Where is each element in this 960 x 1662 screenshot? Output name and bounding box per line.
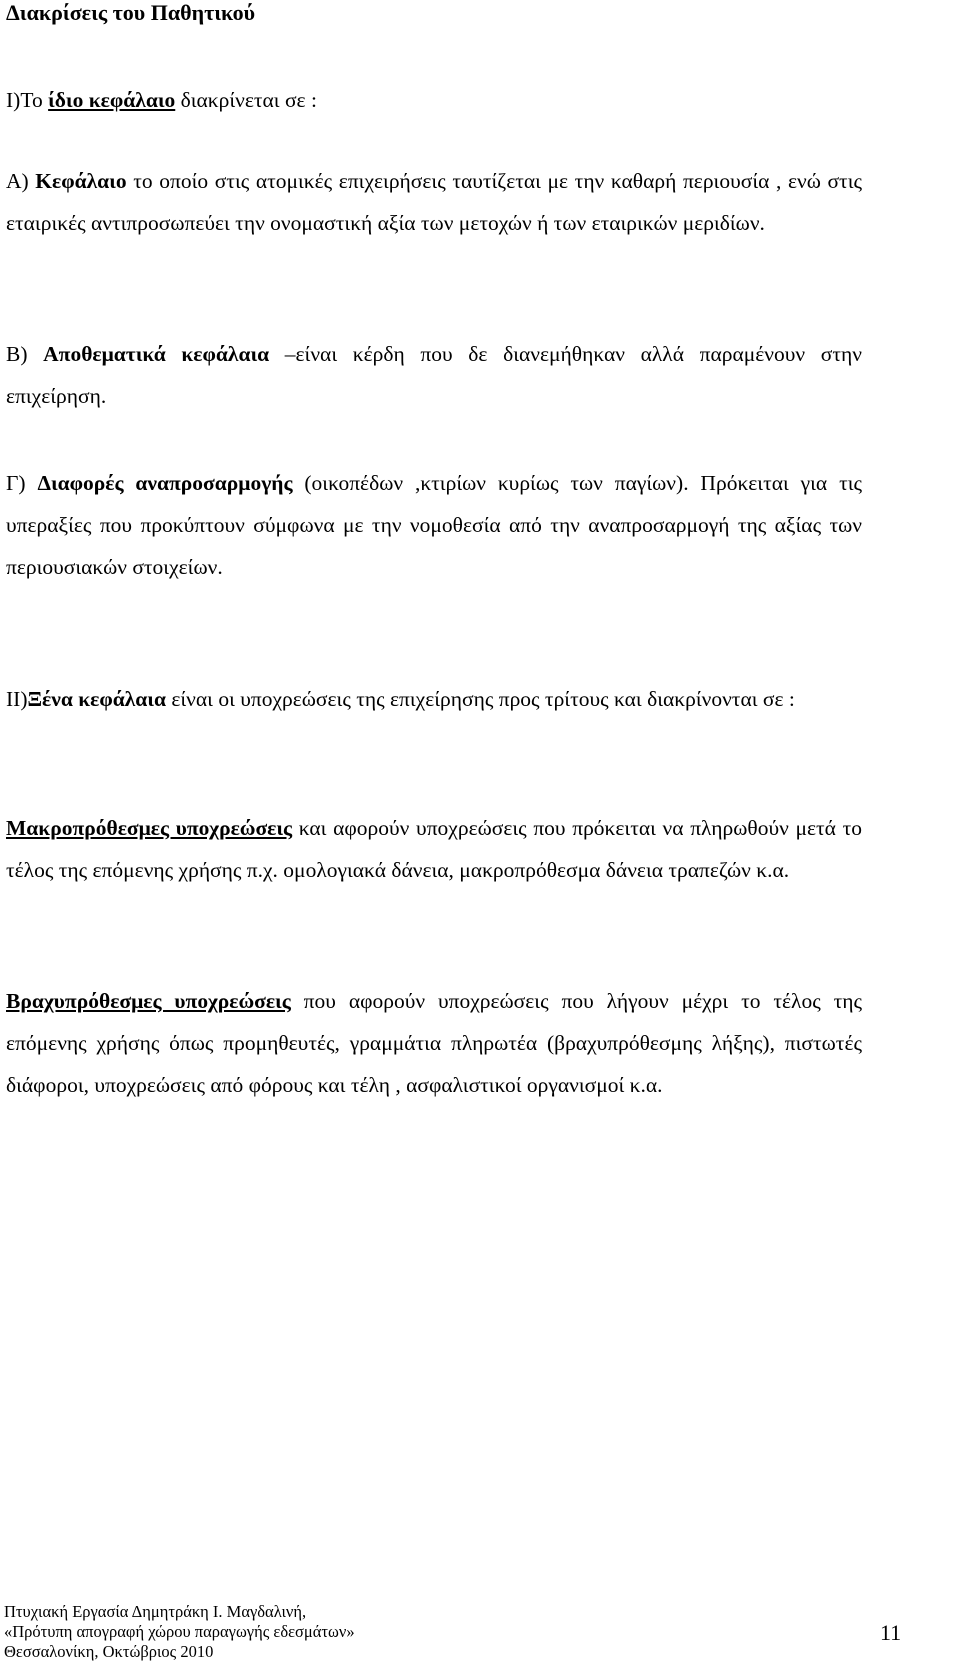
- footer-author: Πτυχιακή Εργασία Δημητράκη Ι. Μαγδαλινή,: [4, 1602, 307, 1621]
- section-own-capital-suffix: διακρίνεται σε :: [175, 88, 317, 112]
- item-c-revaluation: [6, 462, 862, 588]
- section-own-capital: [6, 79, 862, 121]
- item-c-text: (οικοπέδων ,κτιρίων κυρίως των παγίων). Πρόκειται για τις υπεραξίες που προκύπτουν σύμφωνα με την νομοθεσία από την αναπροσαρμογή της αξίας των περιουσιακών στοιχείων.: [6, 471, 863, 579]
- footer-thesis-title: «Πρότυπη απογραφή χώρου παραγωγής εδεσμάτων»: [4, 1622, 355, 1641]
- section-own-capital-prefix: I)Το: [6, 88, 49, 112]
- item-a-term: Κεφάλαιο: [35, 169, 127, 193]
- short-term-liabilities: [6, 980, 862, 1106]
- item-b-term: Αποθεματικά κεφάλαια: [43, 342, 270, 366]
- section-foreign-capital: [6, 678, 862, 720]
- short-term-term: Βραχυπρόθεσμες υποχρεώσεις: [6, 989, 291, 1013]
- footer-place-date: Θεσσαλονίκη, Οκτώβριος 2010: [4, 1642, 214, 1661]
- section-foreign-capital-prefix: II): [6, 687, 28, 711]
- long-term-liabilities: [6, 807, 862, 891]
- long-term-term: Μακροπρόθεσμες υποχρεώσεις: [6, 816, 293, 840]
- short-term-text: που αφορούν υποχρεώσεις που λήγουν μέχρι το τέλος της επόμενης χρήσης όπως προμηθευτές, γραμμάτια πληρωτέα (βραχυπρόθεσμης λήξης), πιστωτές διάφοροι, υποχρεώσεις από φόρους και τέλη , ασφαλιστικοί οργανισμοί κ.α.: [6, 989, 862, 1097]
- item-a-capital: [6, 160, 862, 244]
- own-capital-term: ίδιο κεφάλαιο: [48, 88, 176, 112]
- item-c-term: Διαφορές αναπροσαρμογής: [37, 471, 293, 495]
- page-footer: [4, 1602, 355, 1662]
- item-c-prefix: Γ): [6, 471, 38, 495]
- item-a-prefix: Α): [6, 169, 36, 193]
- section-foreign-capital-text: είναι οι υποχρεώσεις της επιχείρησης προς τρίτους και διακρίνονται σε :: [165, 687, 795, 711]
- item-b-text: –είναι κέρδη που δε διανεμήθηκαν αλλά παραμένουν στην επιχείρηση.: [6, 342, 862, 408]
- long-term-text: και αφορούν υποχρεώσεις που πρόκειται να πληρωθούν μετά το τέλος της επόμενης χρήσης π.χ. ομολογιακά δάνεια, μακροπρόθεσμα δάνεια τραπεζών κ.α.: [6, 816, 862, 882]
- item-b-prefix: Β): [6, 342, 44, 366]
- page-heading: Διακρίσεις του Παθητικού: [6, 0, 256, 25]
- page-number: 11: [880, 1620, 902, 1645]
- foreign-capital-term: Ξένα κεφάλαια: [27, 687, 166, 711]
- item-a-text: το οποίο στις ατομικές επιχειρήσεις ταυτίζεται με την καθαρή περιουσία , ενώ στις εταιρικές αντιπροσωπεύει την ονομαστική αξία των μετοχών ή των εταιρικών μεριδίων.: [6, 169, 862, 235]
- item-b-reserves: [6, 333, 862, 417]
